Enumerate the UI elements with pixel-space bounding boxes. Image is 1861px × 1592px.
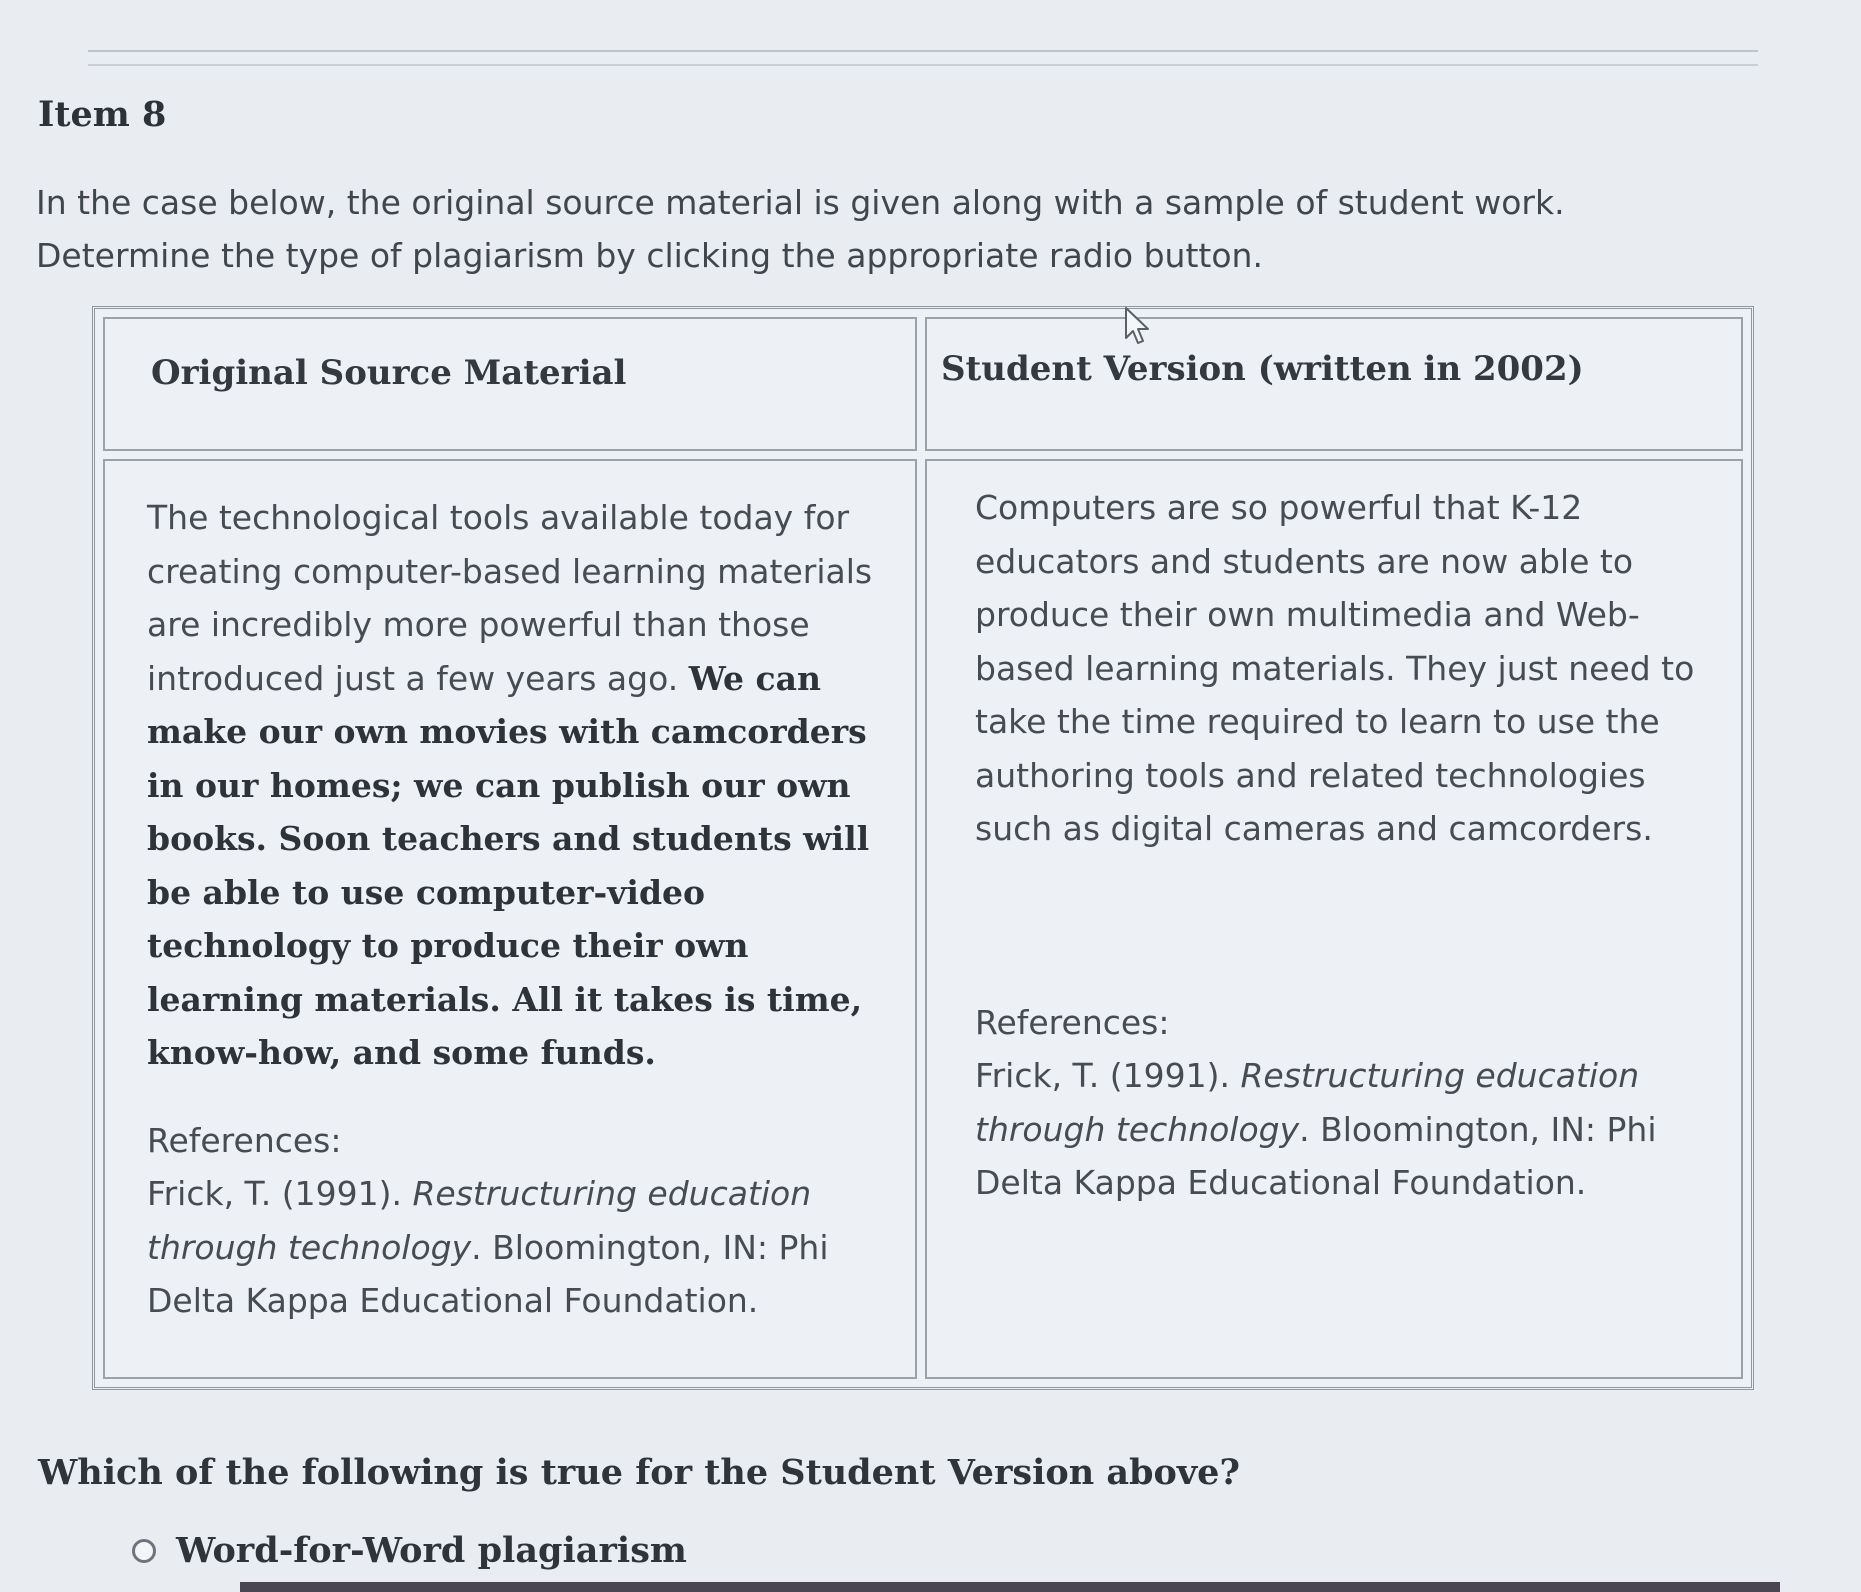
option-label: Word-for-Word plagiarism: [176, 1530, 687, 1571]
student-reference-entry: [975, 1049, 1701, 1210]
original-references: [147, 1114, 875, 1328]
original-passage-plain: The technological tools available today for creating computer-based learning materials are incredibly more powerful than those introduced just a few years ago.: [147, 498, 873, 698]
item-heading: Item 8: [38, 94, 167, 135]
student-ref-author: Frick, T. (1991).: [975, 1056, 1241, 1095]
student-passage: Computers are so powerful that K-12 educators and students are now able to produce their own multimedia and Web-based learning materials. They just need to take the time required to learn to use the authoring tools and related technologies such as digital cameras and camcorders.: [975, 488, 1695, 848]
student-version-cell: [925, 459, 1743, 1379]
mouse-cursor-icon: [1124, 306, 1152, 346]
student-ref-rest: . Bloomington, IN: Phi Delta Kappa Educational Foundation.: [975, 1109, 1657, 1202]
original-passage-bold: We can make our own movies with camcorders in our homes; we can publish our own books. Soon teachers and students will be able to use computer-video technology to produce their own learning materials. All it takes is time, know-how, and some funds.: [147, 658, 870, 1072]
original-passage: [147, 491, 875, 1080]
original-ref-title: Restructuring education through technology: [147, 1174, 812, 1267]
option-word-for-word[interactable]: [132, 1530, 687, 1571]
instructions-line-2: Determine the type of plagiarism by clicking the appropriate radio button.: [36, 236, 1263, 275]
original-references-label: References:: [147, 1120, 342, 1160]
bottom-bar: [240, 1582, 1780, 1592]
comparison-table: [92, 306, 1754, 1390]
radio-button[interactable]: [132, 1539, 156, 1563]
original-ref-rest: . Bloomington, IN: Phi Delta Kappa Educational Foundation.: [147, 1227, 829, 1320]
original-reference-entry: [147, 1167, 875, 1328]
student-references-label: References:: [975, 1002, 1170, 1042]
original-ref-author: Frick, T. (1991).: [147, 1174, 413, 1213]
student-version-header: Student Version (written in 2002): [925, 317, 1743, 451]
question-prompt: Which of the following is true for the Student Version above?: [38, 1452, 1240, 1493]
original-source-header: Original Source Material: [103, 317, 917, 451]
student-ref-title: Restructuring education through technology: [975, 1056, 1640, 1149]
original-source-cell: [103, 459, 917, 1379]
student-references: [975, 996, 1701, 1210]
instructions: [36, 176, 1736, 282]
top-divider-secondary: [88, 64, 1758, 66]
top-divider: [88, 50, 1758, 52]
instructions-line-1: In the case below, the original source material is given along with a sample of student work.: [36, 183, 1565, 222]
